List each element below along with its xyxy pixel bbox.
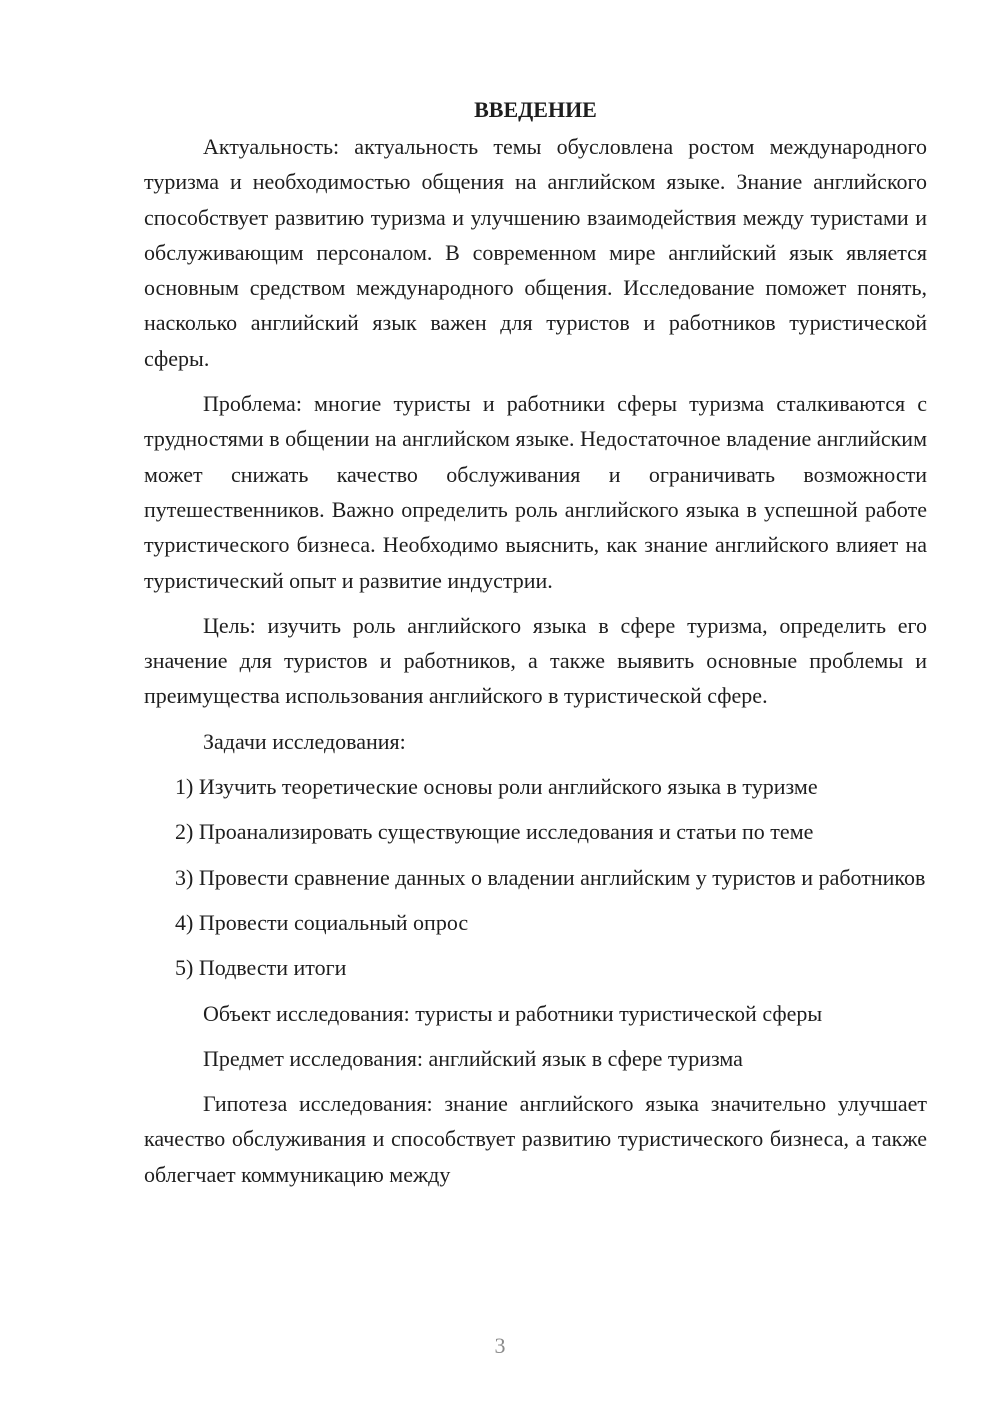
tasks-heading-paragraph: Задачи исследования: [203, 728, 406, 754]
page-number: 3 [494, 1333, 506, 1358]
problem-paragraph: Проблема: многие туристы и работники сферы туризма сталкиваются с трудностями в общении на английском языке. Недостаточное владение английским может снижать качество обслуживания и ограничивать возможности путешественников. Важно определить роль английского языка в успешной работе туристического бизнеса. Необходимо выяснить, как знание английского влияет на туристический опыт и развитие индустрии. [144, 391, 927, 593]
relevance-paragraph: Актуальность: актуальность темы обусловлена ростом международного туризма и необходимостью общения на английском языке. Знание английского способствует развитию туризма и улучшению взаимодействия между туристами и обслуживающим персоналом. В современном мире английский язык является основным средством международного общения. Исследование поможет понять, насколько английский язык важен для туристов и работников туристической сферы. [144, 134, 927, 371]
goal-paragraph: Цель: изучить роль английского языка в сфере туризма, определить его значение для туристов и работников, а также выявить основные проблемы и преимущества использования английского в туристической сфере. [144, 612, 927, 709]
task-list-item-2: 2) Проанализировать существующие исследования и статьи по теме [175, 819, 814, 845]
task-list-item-3: 3) Провести сравнение данных о владении английским у туристов и работников [175, 864, 926, 890]
hypothesis-paragraph: Гипотеза исследования: знание английского языка значительно улучшает качество обслуживания и способствует развитию туристического бизнеса, а также облегчает коммуникацию между [144, 1091, 927, 1187]
section-title: ВВЕДЕНИЕ [474, 97, 597, 122]
subject-paragraph: Предмет исследования: английский язык в сфере туризма [203, 1045, 743, 1071]
task-list-item-5: 5) Подвести итоги [175, 955, 347, 981]
task-list-item-4: 4) Провести социальный опрос [175, 909, 469, 935]
page-content [144, 92, 927, 1192]
task-list-item-1: 1) Изучить теоретические основы роли английского языка в туризме [175, 774, 818, 800]
object-paragraph: Объект исследования: туристы и работники туристической сферы [203, 1000, 823, 1026]
